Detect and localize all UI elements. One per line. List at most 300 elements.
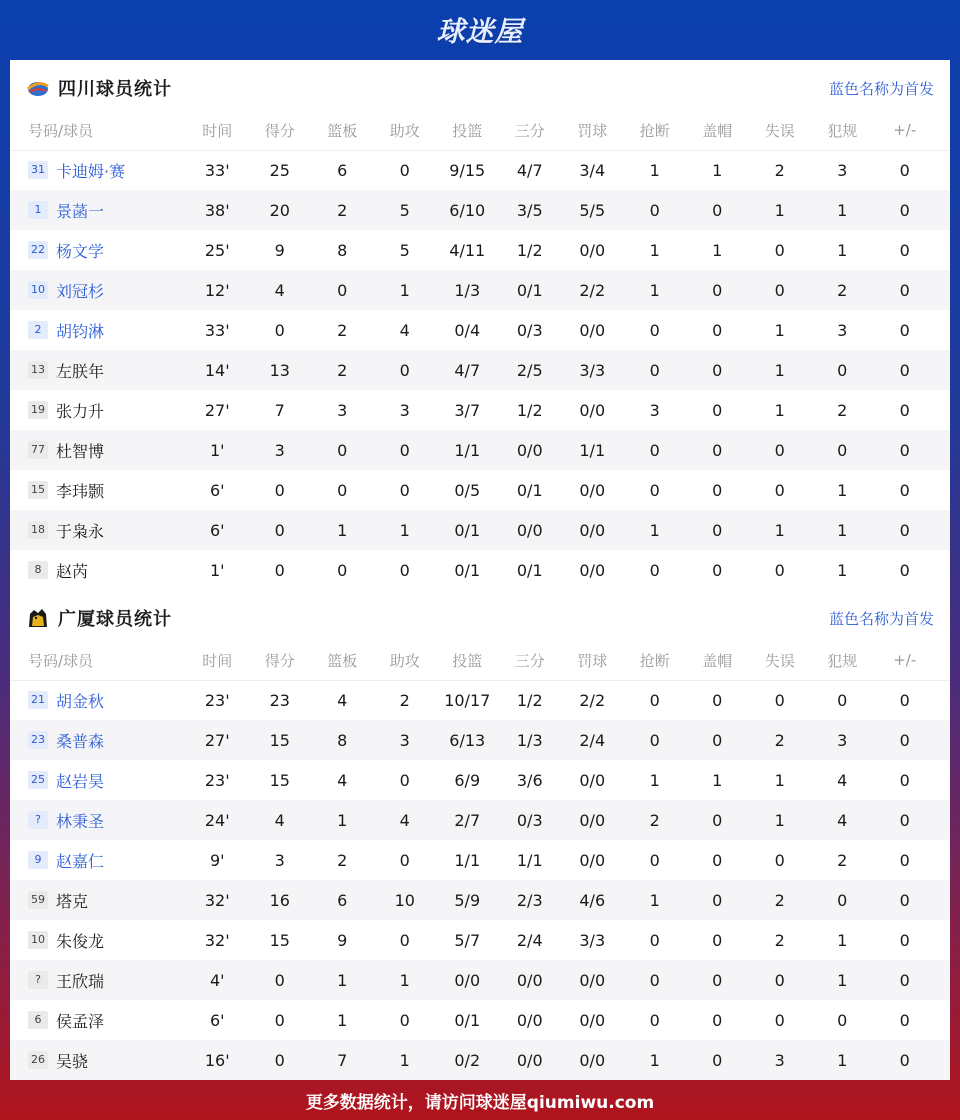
stat-cell: 1 xyxy=(837,480,848,500)
stat-cell: 15 xyxy=(269,730,290,750)
stat-cell: 3 xyxy=(399,730,410,750)
player-cell xyxy=(10,769,186,792)
stat-cell: 2 xyxy=(837,400,848,420)
player-name[interactable]: 赵岩昊 xyxy=(56,771,105,791)
stat-cell: 0 xyxy=(774,240,785,260)
stat-cell: 0 xyxy=(899,850,910,870)
stat-cell: 1/1 xyxy=(454,850,481,870)
stat-cell: 1/2 xyxy=(516,400,543,420)
stat-cell: 5 xyxy=(399,240,410,260)
stat-cell: 0 xyxy=(649,360,660,380)
column-header: 号码/球员 xyxy=(28,651,94,670)
stat-cell: 1 xyxy=(649,240,660,260)
stat-cell: 4/7 xyxy=(454,360,481,380)
column-header: 时间 xyxy=(202,121,233,140)
stat-cell: 12' xyxy=(204,280,230,300)
stat-cell: 1/1 xyxy=(516,850,543,870)
stat-cell: 0 xyxy=(399,480,410,500)
jersey-number-badge: 13 xyxy=(28,361,48,379)
stat-cell: 1 xyxy=(337,810,348,830)
column-header: 罚球 xyxy=(577,651,608,670)
player-row[interactable] xyxy=(10,190,950,230)
stat-cell: 5/7 xyxy=(454,930,481,950)
stat-cell: 1 xyxy=(399,520,410,540)
stat-cell: 0 xyxy=(712,690,723,710)
jersey-number-badge: 25 xyxy=(28,771,48,789)
player-name[interactable]: 刘冠杉 xyxy=(56,281,105,301)
stat-cell: 0 xyxy=(774,560,785,580)
stat-cell: 33' xyxy=(204,320,230,340)
stat-cell: 0 xyxy=(712,1010,723,1030)
jersey-number-badge: 9 xyxy=(28,851,48,869)
column-header: 失误 xyxy=(764,651,795,670)
stat-cell: 1 xyxy=(399,1050,410,1070)
stat-cell: 0/3 xyxy=(516,810,543,830)
column-header: 得分 xyxy=(264,121,295,140)
stat-cell: 13 xyxy=(269,360,290,380)
stat-cell: 2 xyxy=(649,810,660,830)
column-header: +/- xyxy=(893,651,917,669)
column-header: 犯规 xyxy=(827,121,858,140)
jersey-number-badge: 31 xyxy=(28,161,48,179)
stat-cell: 2/4 xyxy=(579,730,606,750)
stat-cell: 3 xyxy=(837,730,848,750)
stat-cell: 0 xyxy=(899,770,910,790)
column-header: 抢断 xyxy=(639,121,670,140)
stat-cell: 1 xyxy=(837,240,848,260)
stat-cell: 0 xyxy=(712,480,723,500)
stat-cell: 0 xyxy=(899,1010,910,1030)
stat-cell: 0 xyxy=(399,560,410,580)
player-cell xyxy=(10,889,186,912)
stat-cell: 0 xyxy=(712,970,723,990)
stat-cell: 1 xyxy=(649,890,660,910)
stat-cell: 0 xyxy=(649,970,660,990)
player-name[interactable]: 塔克 xyxy=(56,891,89,911)
stat-cell: 0 xyxy=(274,1050,285,1070)
stat-cell: 1 xyxy=(774,520,785,540)
stat-cell: 9 xyxy=(274,240,285,260)
stat-cell: 0/1 xyxy=(516,480,543,500)
stat-cell: 0 xyxy=(899,930,910,950)
stat-cell: 33' xyxy=(204,160,230,180)
stats-panel xyxy=(10,60,950,1080)
stat-cell: 1 xyxy=(774,770,785,790)
stat-cell: 3 xyxy=(337,400,348,420)
player-cell xyxy=(10,969,186,992)
stat-cell: 4 xyxy=(399,810,410,830)
stat-cell: 0 xyxy=(899,520,910,540)
stat-cell: 0/1 xyxy=(454,520,481,540)
stat-cell: 9 xyxy=(337,930,348,950)
stat-cell: 0/2 xyxy=(454,1050,481,1070)
jersey-number-badge: 19 xyxy=(28,401,48,419)
player-row[interactable] xyxy=(10,270,950,310)
stat-cell: 7 xyxy=(274,400,285,420)
stat-cell: 0 xyxy=(649,690,660,710)
player-row[interactable] xyxy=(10,880,950,920)
player-cell xyxy=(10,929,186,952)
stat-cell: 1 xyxy=(774,810,785,830)
stat-cell: 1/3 xyxy=(516,730,543,750)
stat-cell: 0 xyxy=(837,440,848,460)
stat-cell: 4/7 xyxy=(516,160,543,180)
player-name[interactable]: 杜智博 xyxy=(56,441,105,461)
player-row[interactable] xyxy=(10,230,950,270)
player-row[interactable] xyxy=(10,150,950,190)
player-name[interactable]: 于枭永 xyxy=(56,521,105,541)
player-cell xyxy=(10,159,186,182)
stat-cell: 23' xyxy=(204,690,230,710)
stat-cell: 0 xyxy=(899,970,910,990)
stat-cell: 3 xyxy=(774,1050,785,1070)
stat-cell: 1 xyxy=(649,280,660,300)
column-header-row xyxy=(10,640,950,681)
stat-cell: 2 xyxy=(774,160,785,180)
player-name[interactable]: 吴骁 xyxy=(56,1051,89,1071)
jersey-number-badge: 59 xyxy=(28,891,48,909)
stat-cell: 0/0 xyxy=(579,480,606,500)
column-header: 犯规 xyxy=(827,651,858,670)
team-section-header xyxy=(10,60,950,116)
jersey-number-badge: 77 xyxy=(28,441,48,459)
player-cell xyxy=(10,439,186,462)
stat-cell: 0 xyxy=(399,160,410,180)
stat-cell: 15 xyxy=(269,930,290,950)
stat-cell: 1/1 xyxy=(454,440,481,460)
jersey-number-badge: 18 xyxy=(28,521,48,539)
player-row[interactable] xyxy=(10,550,950,590)
stat-cell: 32' xyxy=(204,890,230,910)
stat-cell: 0 xyxy=(899,890,910,910)
stat-cell: 3/4 xyxy=(579,160,606,180)
stat-cell: 1/1 xyxy=(579,440,606,460)
stat-cell: 0 xyxy=(712,850,723,870)
starter-legend-note: 蓝色名称为首发 xyxy=(828,609,934,628)
stat-cell: 0 xyxy=(712,440,723,460)
stat-cell: 0/1 xyxy=(516,560,543,580)
column-header: +/- xyxy=(893,121,917,139)
stat-cell: 6 xyxy=(337,890,348,910)
column-header-row xyxy=(10,110,950,151)
player-name[interactable]: 张力升 xyxy=(56,401,105,421)
stat-cell: 0 xyxy=(649,560,660,580)
stat-cell: 0 xyxy=(837,1010,848,1030)
stat-cell: 8 xyxy=(337,730,348,750)
team-title: 广厦球员统计 xyxy=(58,609,172,630)
jersey-number-badge: ? xyxy=(28,971,48,989)
stat-cell: 1 xyxy=(337,1010,348,1030)
player-cell xyxy=(10,559,186,582)
stat-cell: 0 xyxy=(649,440,660,460)
stat-cell: 0 xyxy=(899,200,910,220)
stat-cell: 0 xyxy=(712,930,723,950)
stat-cell: 1/2 xyxy=(516,690,543,710)
player-cell xyxy=(10,319,186,342)
stat-cell: 0 xyxy=(649,930,660,950)
sichuan-team-logo xyxy=(26,76,50,100)
player-name[interactable]: 赵嘉仁 xyxy=(56,851,105,871)
stat-cell: 0/0 xyxy=(579,1050,606,1070)
column-header: 助攻 xyxy=(389,121,420,140)
stat-cell: 27' xyxy=(204,730,230,750)
stat-cell: 0 xyxy=(649,320,660,340)
stat-cell: 16' xyxy=(204,1050,230,1070)
stat-cell: 1/3 xyxy=(454,280,481,300)
stat-cell: 4' xyxy=(209,970,225,990)
player-name[interactable]: 左朕年 xyxy=(56,361,105,381)
player-name[interactable]: 胡钧淋 xyxy=(56,321,105,341)
player-row[interactable] xyxy=(10,470,950,510)
player-cell xyxy=(10,239,186,262)
stat-cell: 6/13 xyxy=(449,730,486,750)
stat-cell: 0/1 xyxy=(516,280,543,300)
stat-cell: 25' xyxy=(204,240,230,260)
jersey-number-badge: 21 xyxy=(28,691,48,709)
stat-cell: 0 xyxy=(337,480,348,500)
stat-cell: 1 xyxy=(837,560,848,580)
jersey-number-badge: 6 xyxy=(28,1011,48,1029)
stat-cell: 0/0 xyxy=(579,520,606,540)
jersey-number-badge: 8 xyxy=(28,561,48,579)
stat-cell: 0/0 xyxy=(579,240,606,260)
player-row[interactable] xyxy=(10,840,950,880)
stat-cell: 1' xyxy=(209,560,225,580)
stat-cell: 32' xyxy=(204,930,230,950)
column-header: 盖帽 xyxy=(702,121,733,140)
player-name[interactable]: 景菡一 xyxy=(56,201,105,221)
stat-cell: 1 xyxy=(837,200,848,220)
player-cell xyxy=(10,199,186,222)
stat-cell: 0 xyxy=(712,560,723,580)
stat-cell: 0 xyxy=(899,690,910,710)
player-row[interactable] xyxy=(10,720,950,760)
stat-cell: 1 xyxy=(712,240,723,260)
stat-cell: 3/3 xyxy=(579,360,606,380)
player-cell xyxy=(10,1009,186,1032)
player-row[interactable] xyxy=(10,1040,950,1080)
stat-cell: 0 xyxy=(712,730,723,750)
stat-cell: 2/4 xyxy=(516,930,543,950)
player-name[interactable]: 林秉圣 xyxy=(56,811,105,831)
stat-cell: 1 xyxy=(837,970,848,990)
column-header: 号码/球员 xyxy=(28,121,94,140)
stat-cell: 0 xyxy=(712,890,723,910)
stat-cell: 0/3 xyxy=(516,320,543,340)
stat-cell: 2 xyxy=(399,690,410,710)
stat-cell: 0 xyxy=(337,560,348,580)
jersey-number-badge: 15 xyxy=(28,481,48,499)
player-cell xyxy=(10,479,186,502)
stat-cell: 0 xyxy=(649,730,660,750)
stat-cell: 0 xyxy=(899,320,910,340)
stat-cell: 1 xyxy=(774,320,785,340)
stat-cell: 0 xyxy=(274,480,285,500)
stat-cell: 0 xyxy=(774,480,785,500)
stat-cell: 2 xyxy=(774,930,785,950)
player-row[interactable] xyxy=(10,800,950,840)
player-row[interactable] xyxy=(10,310,950,350)
player-row[interactable] xyxy=(10,430,950,470)
stat-cell: 2 xyxy=(337,850,348,870)
jersey-number-badge: 22 xyxy=(28,241,48,259)
stat-cell: 0/0 xyxy=(516,440,543,460)
stat-cell: 3 xyxy=(274,440,285,460)
stat-cell: 0 xyxy=(399,850,410,870)
player-row[interactable] xyxy=(10,1000,950,1040)
player-cell xyxy=(10,399,186,422)
stat-cell: 2/2 xyxy=(579,690,606,710)
player-name[interactable]: 杨文学 xyxy=(56,241,105,261)
column-header: 失误 xyxy=(764,121,795,140)
jersey-number-badge: 23 xyxy=(28,731,48,749)
player-name[interactable]: 王欣瑞 xyxy=(56,971,105,991)
stat-cell: 0 xyxy=(774,440,785,460)
stat-cell: 0 xyxy=(399,930,410,950)
player-name[interactable]: 胡金秋 xyxy=(56,691,105,711)
stat-cell: 0 xyxy=(774,970,785,990)
stat-cell: 3 xyxy=(837,160,848,180)
column-header: 篮板 xyxy=(327,121,358,140)
stat-cell: 1 xyxy=(774,200,785,220)
footer-text: 更多数据统计，请访问球迷屋qiumiwu.com xyxy=(305,1092,655,1113)
stat-cell: 1 xyxy=(337,520,348,540)
player-name[interactable]: 侯孟泽 xyxy=(56,1011,105,1031)
stat-cell: 2/5 xyxy=(516,360,543,380)
stat-cell: 0 xyxy=(899,360,910,380)
stat-cell: 1 xyxy=(649,160,660,180)
stat-cell: 0/0 xyxy=(516,1010,543,1030)
stat-cell: 4 xyxy=(399,320,410,340)
stat-cell: 0/0 xyxy=(579,970,606,990)
stat-cell: 0 xyxy=(649,850,660,870)
player-cell xyxy=(10,1049,186,1072)
player-name[interactable]: 赵芮 xyxy=(56,561,89,581)
player-cell xyxy=(10,519,186,542)
jersey-number-badge: 1 xyxy=(28,201,48,219)
stat-cell: 2 xyxy=(837,280,848,300)
stat-cell: 3/3 xyxy=(579,930,606,950)
stat-cell: 2 xyxy=(774,730,785,750)
stat-cell: 16 xyxy=(269,890,290,910)
stat-cell: 0 xyxy=(274,520,285,540)
stat-cell: 1' xyxy=(209,440,225,460)
stat-cell: 0/1 xyxy=(454,1010,481,1030)
player-cell xyxy=(10,849,186,872)
stat-cell: 1 xyxy=(399,280,410,300)
stat-cell: 38' xyxy=(204,200,230,220)
stat-cell: 23' xyxy=(204,770,230,790)
stat-cell: 0 xyxy=(337,280,348,300)
stat-cell: 0 xyxy=(774,280,785,300)
player-row[interactable] xyxy=(10,680,950,720)
column-header: 罚球 xyxy=(577,121,608,140)
stat-cell: 20 xyxy=(269,200,290,220)
stat-cell: 0/0 xyxy=(579,320,606,340)
stat-cell: 0 xyxy=(712,360,723,380)
stat-cell: 9' xyxy=(209,850,225,870)
stat-cell: 0 xyxy=(774,1010,785,1030)
brand-name: 球迷屋 xyxy=(436,15,524,48)
stat-cell: 0 xyxy=(274,1010,285,1030)
column-header: 篮板 xyxy=(327,651,358,670)
stat-cell: 0 xyxy=(837,360,848,380)
stat-cell: 4 xyxy=(274,280,285,300)
column-header: 时间 xyxy=(202,651,233,670)
stat-cell: 3 xyxy=(399,400,410,420)
stat-cell: 14' xyxy=(204,360,230,380)
stat-cell: 3 xyxy=(649,400,660,420)
stat-cell: 1 xyxy=(774,400,785,420)
footer-banner[interactable] xyxy=(0,1080,960,1120)
stat-cell: 0 xyxy=(649,200,660,220)
stat-cell: 0 xyxy=(837,890,848,910)
stat-cell: 2 xyxy=(837,850,848,870)
stat-cell: 1 xyxy=(837,1050,848,1070)
stat-cell: 0/0 xyxy=(516,520,543,540)
stat-cell: 4 xyxy=(337,770,348,790)
stat-cell: 1 xyxy=(649,1050,660,1070)
column-header: 得分 xyxy=(264,651,295,670)
stat-cell: 10/17 xyxy=(444,690,491,710)
stat-cell: 0 xyxy=(712,810,723,830)
stat-cell: 9/15 xyxy=(449,160,486,180)
stat-cell: 2/7 xyxy=(454,810,481,830)
guangsha-team-logo xyxy=(26,606,50,630)
stat-cell: 15 xyxy=(269,770,290,790)
stat-cell: 0 xyxy=(337,440,348,460)
stat-cell: 0 xyxy=(274,560,285,580)
stat-cell: 0/0 xyxy=(579,560,606,580)
player-name[interactable]: 卡迪姆·赛 xyxy=(56,161,126,181)
stat-cell: 0 xyxy=(712,520,723,540)
jersey-number-badge: 2 xyxy=(28,321,48,339)
player-row[interactable] xyxy=(10,390,950,430)
stat-cell: 0/0 xyxy=(579,850,606,870)
player-cell xyxy=(10,729,186,752)
stat-cell: 0 xyxy=(274,320,285,340)
stat-cell: 0/0 xyxy=(579,770,606,790)
player-row[interactable] xyxy=(10,760,950,800)
stat-cell: 0 xyxy=(649,1010,660,1030)
stat-cell: 1/2 xyxy=(516,240,543,260)
column-header: 三分 xyxy=(514,121,545,140)
stat-cell: 1 xyxy=(337,970,348,990)
player-name[interactable]: 桑普森 xyxy=(56,731,105,751)
player-row[interactable] xyxy=(10,350,950,390)
stat-cell: 6' xyxy=(209,1010,225,1030)
stat-cell: 7 xyxy=(337,1050,348,1070)
player-cell xyxy=(10,689,186,712)
stat-cell: 8 xyxy=(337,240,348,260)
jersey-number-badge: 26 xyxy=(28,1051,48,1069)
stat-cell: 0 xyxy=(899,440,910,460)
stat-cell: 0 xyxy=(837,690,848,710)
player-row[interactable] xyxy=(10,960,950,1000)
stat-cell: 0/4 xyxy=(454,320,481,340)
player-name[interactable]: 朱俊龙 xyxy=(56,931,105,951)
team-section-header xyxy=(10,590,950,646)
stat-cell: 0/0 xyxy=(516,970,543,990)
stat-cell: 0 xyxy=(712,400,723,420)
stat-cell: 1 xyxy=(712,770,723,790)
player-row[interactable] xyxy=(10,510,950,550)
starter-legend-note: 蓝色名称为首发 xyxy=(828,79,934,98)
player-name[interactable]: 李玮颢 xyxy=(56,481,105,501)
jersey-number-badge: ? xyxy=(28,811,48,829)
stat-cell: 0 xyxy=(712,320,723,340)
player-row[interactable] xyxy=(10,920,950,960)
